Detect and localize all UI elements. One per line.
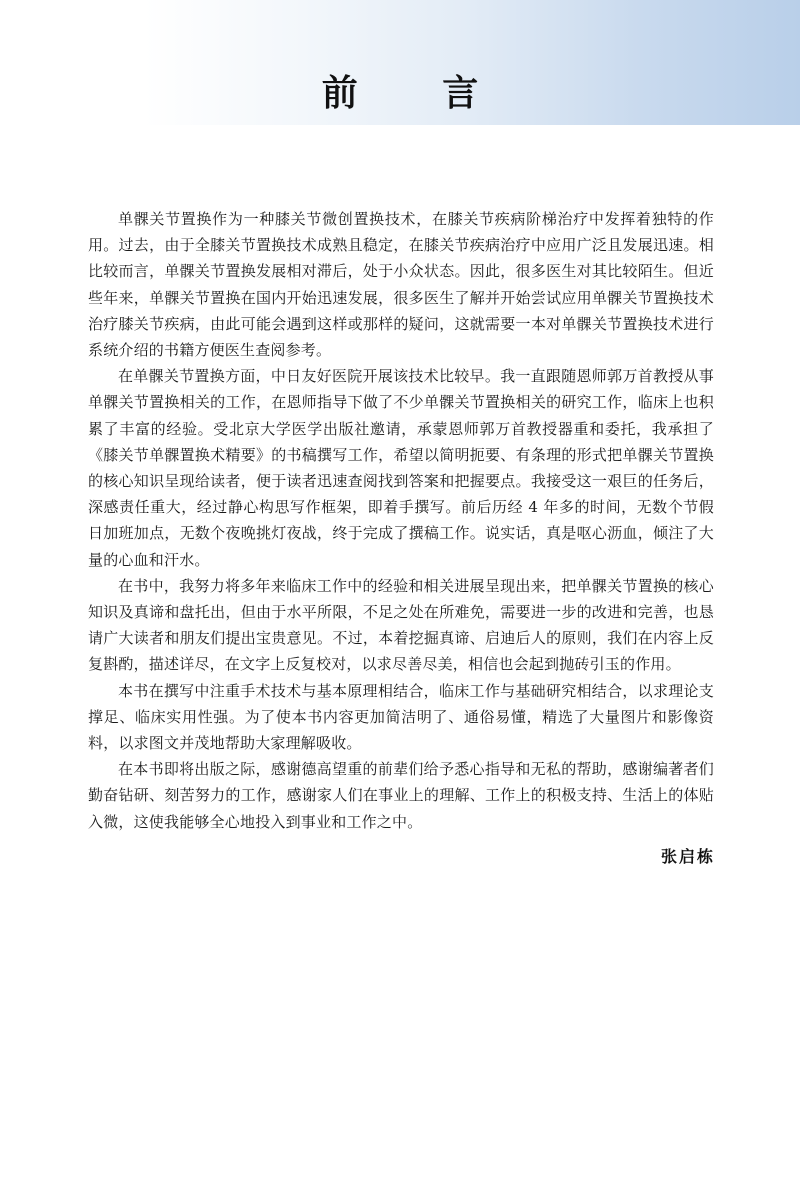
page-title: 前 言: [321, 73, 515, 114]
paragraph-2: 在单髁关节置换方面，中日友好医院开展该技术比较早。我一直跟随恩师郭万首教授从事单髁关节置换相关的工作，在恩师指导下做了不少单髁关节置换相关的研究工作，临床上也积累了丰富的经验。受北京大学医学出版社邀请，承蒙恩师郭万首教授器重和委托，我承担了《膝关节单髁置换术精要》的书稿撰写工作，希望以简明扼要、有条理的形式把单髁关节置换的核心知识呈现给读者，便于读者迅速查阅找到答案和把握要点。我接受这一艰巨的任务后，深感责任重大，经过静心构思写作框架，即着手撰写。前后历经 4 年多的时间，无数个节假日加班加点，无数个夜晚挑灯夜战，终于完成了撰稿工作。说实话，真是呕心沥血，倾注了大量的心血和汗水。: [88, 367, 714, 569]
paragraph-3: 在书中，我努力将多年来临床工作中的经验和相关进展呈现出来，把单髁关节置换的核心知识及真谛和盘托出，但由于水平所限，不足之处在所难免，需要进一步的改进和完善，也恳请广大读者和朋友们提出宝贵意见。不过，本着挖掘真谛、启迪后人的原则，我们在内容上反复斟酌，描述详尽，在文字上反复校对，以求尽善尽美，相信也会起到抛砖引玉的作用。: [88, 576, 714, 674]
paragraph-4: 本书在撰写中注重手术技术与基本原理相结合，临床工作与基础研究相结合，以求理论支撑足、临床实用性强。为了使本书内容更加简洁明了、通俗易懂，精选了大量图片和影像资料，以求图文并茂地帮助大家理解吸收。: [88, 681, 714, 753]
paragraph-1: 单髁关节置换作为一种膝关节微创置换技术，在膝关节疾病阶梯治疗中发挥着独特的作用。过去，由于全膝关节置换技术成熟且稳定，在膝关节疾病治疗中应用广泛且发展迅速。相比较而言，单髁关节置换发展相对滞后，处于小众状态。因此，很多医生对其比较陌生。但近些年来，单髁关节置换在国内开始迅速发展，很多医生了解并开始尝试应用单髁关节置换技术治疗膝关节疾病，由此可能会遇到这样或那样的疑问，这就需要一本对单髁关节置换技术进行系统介绍的书籍方便医生查阅参考。: [88, 210, 714, 360]
preface-body: [88, 206, 714, 835]
paragraph-5: 在本书即将出版之际，感谢德高望重的前辈们给予悉心指导和无私的帮助，感谢编著者们勤奋钻研、刻苦努力的工作，感谢家人们在事业上的理解、工作上的积极支持、生活上的体贴入微，这使我能够全心地投入到事业和工作之中。: [88, 760, 714, 831]
author-signature: 张启栋: [660, 847, 715, 866]
